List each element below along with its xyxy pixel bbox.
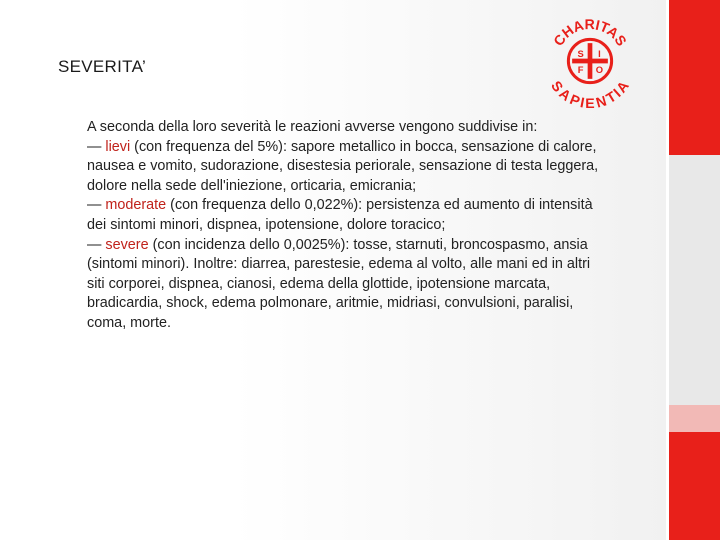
item-dash: — bbox=[87, 236, 106, 253]
item-severe bbox=[87, 236, 607, 334]
term-severe: severe bbox=[105, 236, 149, 253]
sidebar-red-block-top bbox=[669, 0, 720, 155]
item-dash: — bbox=[87, 138, 106, 155]
sidebar-red-block-bottom bbox=[669, 432, 720, 540]
logo-letter-o: O bbox=[595, 64, 604, 76]
item-description: (con incidenza dello 0,0025%): tosse, starnuti, broncospasmo, ansia (sintomi minori). Inoltre: diarrea, parestesie, edema al volto, alle mani ed in altri siti corporei, dispnea, cianosi, edema della glottide, ipotensione marcata, bradicardia, shock, edema polmonare, aritmie, midriasi, convulsioni, paralisi, coma, morte. bbox=[87, 236, 591, 331]
logo-letter-s: S bbox=[577, 48, 584, 60]
item-lievi bbox=[87, 138, 607, 197]
decorative-sidebar bbox=[666, 0, 720, 540]
charitas-sapientia-logo bbox=[543, 14, 637, 108]
intro-paragraph: A seconda della loro severità le reazioni avverse vengono suddivise in: bbox=[87, 119, 538, 135]
logo-letter-i: I bbox=[598, 48, 601, 60]
term-moderate: moderate bbox=[105, 197, 167, 214]
slide-title: SEVERITA’ bbox=[58, 57, 147, 76]
item-description: (con frequenza del 5%): sapore metallico in bocca, sensazione di calore, nausea e vomito, sudorazione, disestesia periorale, sensazione di testa leggera, dolore nella sede dell'iniezione, orticaria, emicrania; bbox=[87, 138, 599, 194]
item-description: (con frequenza dello 0,022%): persistenza ed aumento di intensità dei sintomi minori, dispnea, ipotensione, dolore toracico; bbox=[87, 197, 593, 233]
slide-body bbox=[87, 118, 607, 334]
term-lievi: lievi bbox=[105, 138, 131, 155]
logo-bottom-text: SAPIENTIA bbox=[548, 77, 632, 108]
sidebar-pink-block bbox=[669, 405, 720, 432]
item-moderate bbox=[87, 196, 607, 235]
logo-top-text: CHARITAS bbox=[550, 16, 630, 49]
logo-letter-f: F bbox=[577, 64, 584, 76]
item-dash: — bbox=[87, 197, 106, 214]
